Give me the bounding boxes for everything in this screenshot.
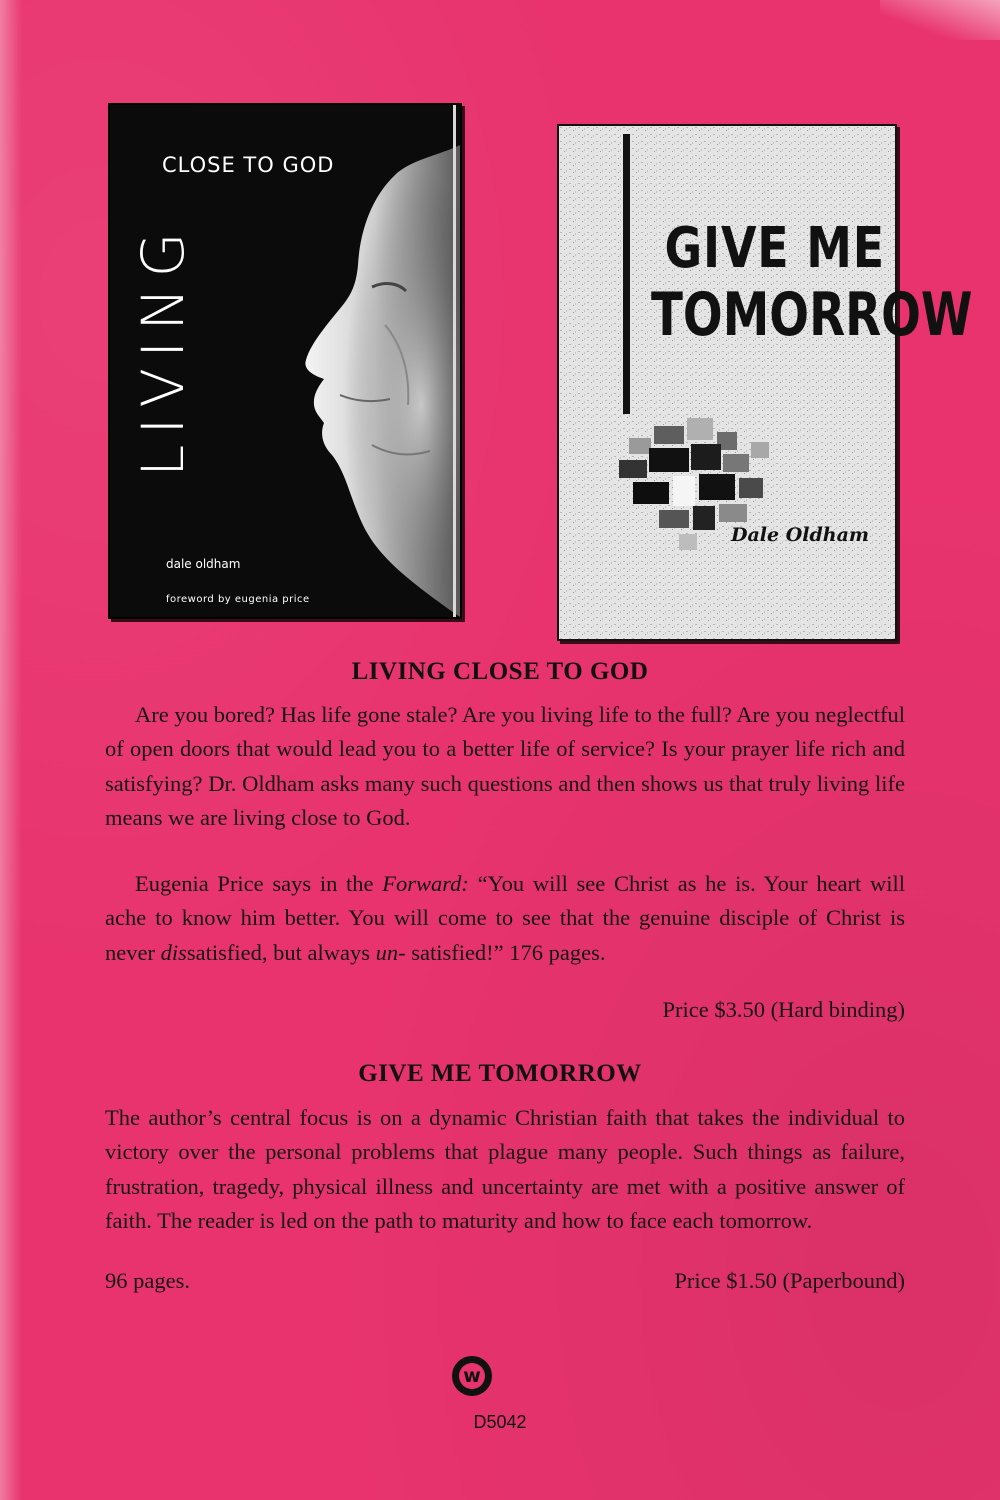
cover-texture bbox=[559, 126, 973, 639]
book-author: dale oldham bbox=[166, 557, 241, 571]
book-title bbox=[585, 216, 973, 350]
quote-italic: Forward: bbox=[382, 871, 469, 896]
quote-text: “You will see Christ as he is. Your heart will ache to know him better. You will come to see that the genuine disciple of Christ is never bbox=[105, 871, 905, 965]
publisher-logo-icon bbox=[452, 1356, 492, 1396]
quote-text: satisfied!” 176 pages. bbox=[405, 939, 606, 965]
description-paragraph: The author’s central focus is on a dynamic Christian faith that takes the individual to victory over the personal problems that plague many people. Such things as failure, frustration, tragedy, physical illness and uncertainty are met with a positive answer of faith. The reader is led on the path to maturity and how to face each tomorrow. bbox=[105, 1105, 905, 1233]
book-edge bbox=[453, 105, 456, 617]
book-author: Dale Oldham bbox=[731, 524, 869, 546]
quote-text: satisfied, but always bbox=[186, 939, 376, 965]
publisher-logo-letter: w bbox=[463, 1365, 481, 1387]
book-title-close-to-god: CLOSE TO GOD bbox=[162, 153, 335, 177]
section-heading-living-close-to-god: LIVING CLOSE TO GOD bbox=[351, 658, 649, 685]
page-count: 96 pages. bbox=[105, 1268, 190, 1293]
price-label: Price $3.50 (Hard binding) bbox=[662, 997, 905, 1022]
quote-italic: dis bbox=[160, 939, 187, 965]
book-cover-give-me-tomorrow bbox=[557, 124, 973, 641]
section-heading-give-me-tomorrow: GIVE ME TOMORROW bbox=[358, 1060, 642, 1087]
description-paragraph: Are you bored? Has life gone stale? Are you living life to the full? Are you neglectful of open doors that would lead you to a better life of service? Is your prayer life rich and satisfying? Dr. Oldham asks many such questions and then shows us that truly living life means we are living close to God. bbox=[105, 702, 905, 830]
quote-text: Eugenia Price says in the bbox=[135, 871, 383, 896]
book-title-living: LIVING bbox=[129, 222, 197, 477]
price-label: Price $1.50 (Paperbound) bbox=[674, 1268, 905, 1293]
quote-paragraph bbox=[105, 867, 905, 970]
cover-corner-wear bbox=[880, 0, 1000, 40]
book-title-line1: GIVE ME bbox=[664, 216, 885, 281]
quote-italic: un- bbox=[375, 939, 406, 965]
book-cover-living-close-to-god bbox=[108, 103, 462, 619]
cover-edge-wear bbox=[0, 0, 22, 1500]
book-foreword: foreword by eugenia price bbox=[166, 594, 310, 605]
catalog-code: D5042 bbox=[473, 1412, 527, 1432]
book-title-line2: TOMORROW bbox=[651, 280, 973, 350]
